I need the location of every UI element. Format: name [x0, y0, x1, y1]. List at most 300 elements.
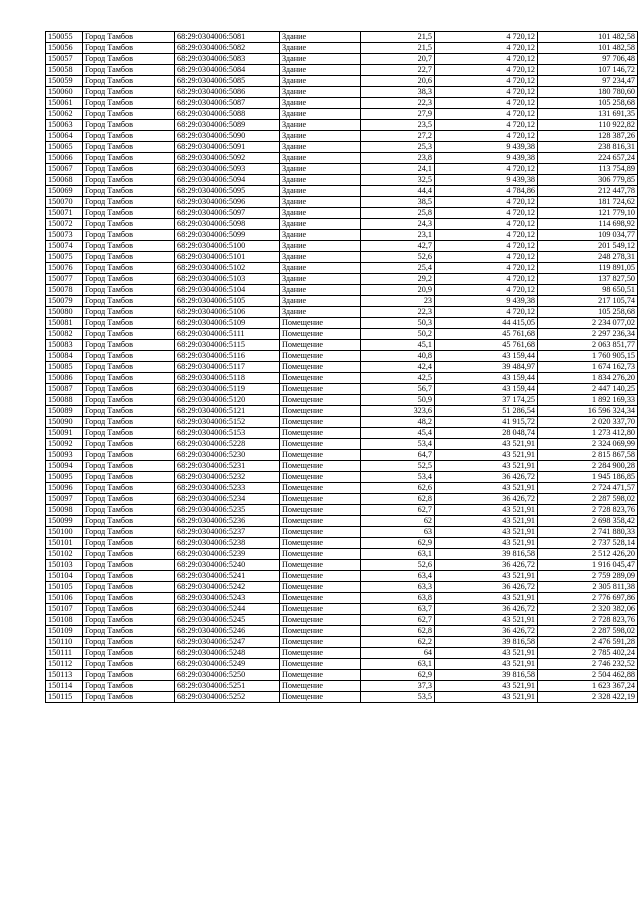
- cadastral-number-cell: 68:29:0304006:5236: [175, 516, 280, 527]
- table-row: [46, 351, 638, 362]
- object-type-cell: Помещение: [280, 483, 361, 494]
- object-type-cell: Помещение: [280, 395, 361, 406]
- object-type-cell: Помещение: [280, 461, 361, 472]
- table-row: [46, 208, 638, 219]
- cadastral-number-cell: 68:29:0304006:5097: [175, 208, 280, 219]
- rate-cell: 43 521,91: [435, 505, 538, 516]
- rate-cell: 4 720,12: [435, 219, 538, 230]
- rate-cell: 4 720,12: [435, 252, 538, 263]
- cadastral-number-cell: 68:29:0304006:5091: [175, 142, 280, 153]
- record-id-cell: 150075: [46, 252, 83, 263]
- cost-cell: 2 234 077,02: [538, 318, 638, 329]
- area-cell: 62,9: [361, 670, 435, 681]
- cadastral-number-cell: 68:29:0304006:5088: [175, 109, 280, 120]
- table-row: [46, 659, 638, 670]
- rate-cell: 4 720,12: [435, 109, 538, 120]
- cost-cell: 181 724,62: [538, 197, 638, 208]
- cost-cell: 2 785 402,24: [538, 648, 638, 659]
- city-cell: Город Тамбов: [83, 186, 175, 197]
- table-row: [46, 296, 638, 307]
- table-row: [46, 450, 638, 461]
- area-cell: 38,3: [361, 87, 435, 98]
- city-cell: Город Тамбов: [83, 274, 175, 285]
- cost-cell: 97 706,48: [538, 54, 638, 65]
- rate-cell: 4 720,12: [435, 32, 538, 43]
- table-row: [46, 197, 638, 208]
- city-cell: Город Тамбов: [83, 351, 175, 362]
- table-body: [46, 32, 638, 703]
- rate-cell: 43 521,91: [435, 538, 538, 549]
- city-cell: Город Тамбов: [83, 296, 175, 307]
- cadastral-number-cell: 68:29:0304006:5102: [175, 263, 280, 274]
- area-cell: 23,8: [361, 153, 435, 164]
- city-cell: Город Тамбов: [83, 54, 175, 65]
- cadastral-number-cell: 68:29:0304006:5092: [175, 153, 280, 164]
- cadastral-number-cell: 68:29:0304006:5231: [175, 461, 280, 472]
- object-type-cell: Здание: [280, 241, 361, 252]
- cadastral-number-cell: 68:29:0304006:5243: [175, 593, 280, 604]
- area-cell: 63,3: [361, 582, 435, 593]
- cost-cell: 107 146,72: [538, 65, 638, 76]
- area-cell: 20,7: [361, 54, 435, 65]
- area-cell: 62: [361, 516, 435, 527]
- cadastral-number-cell: 68:29:0304006:5234: [175, 494, 280, 505]
- table-row: [46, 329, 638, 340]
- area-cell: 62,6: [361, 483, 435, 494]
- table-row: [46, 582, 638, 593]
- area-cell: 50,9: [361, 395, 435, 406]
- cost-cell: 248 278,31: [538, 252, 638, 263]
- city-cell: Город Тамбов: [83, 538, 175, 549]
- table-row: [46, 340, 638, 351]
- record-id-cell: 150073: [46, 230, 83, 241]
- cost-cell: 2 287 598,02: [538, 494, 638, 505]
- rate-cell: 43 521,91: [435, 439, 538, 450]
- record-id-cell: 150067: [46, 164, 83, 175]
- rate-cell: 39 816,58: [435, 549, 538, 560]
- table-row: [46, 670, 638, 681]
- table-row: [46, 252, 638, 263]
- object-type-cell: Помещение: [280, 659, 361, 670]
- cadastral-number-cell: 68:29:0304006:5083: [175, 54, 280, 65]
- object-type-cell: Здание: [280, 131, 361, 142]
- rate-cell: 43 521,91: [435, 483, 538, 494]
- object-type-cell: Здание: [280, 230, 361, 241]
- city-cell: Город Тамбов: [83, 637, 175, 648]
- record-id-cell: 150101: [46, 538, 83, 549]
- city-cell: Город Тамбов: [83, 340, 175, 351]
- table-row: [46, 373, 638, 384]
- cost-cell: 2 297 236,34: [538, 329, 638, 340]
- object-type-cell: Помещение: [280, 329, 361, 340]
- area-cell: 63,1: [361, 659, 435, 670]
- city-cell: Город Тамбов: [83, 131, 175, 142]
- rate-cell: 36 426,72: [435, 560, 538, 571]
- table-row: [46, 494, 638, 505]
- rate-cell: 4 720,12: [435, 197, 538, 208]
- cadastral-number-cell: 68:29:0304006:5120: [175, 395, 280, 406]
- object-type-cell: Помещение: [280, 406, 361, 417]
- cost-cell: 1 674 162,73: [538, 362, 638, 373]
- city-cell: Город Тамбов: [83, 681, 175, 692]
- city-cell: Город Тамбов: [83, 593, 175, 604]
- rate-cell: 28 048,74: [435, 428, 538, 439]
- record-id-cell: 150077: [46, 274, 83, 285]
- object-type-cell: Здание: [280, 307, 361, 318]
- table-row: [46, 483, 638, 494]
- record-id-cell: 150111: [46, 648, 83, 659]
- cost-cell: 306 779,85: [538, 175, 638, 186]
- table-row: [46, 560, 638, 571]
- city-cell: Город Тамбов: [83, 175, 175, 186]
- object-type-cell: Помещение: [280, 593, 361, 604]
- area-cell: 53,5: [361, 692, 435, 703]
- object-type-cell: Помещение: [280, 648, 361, 659]
- cadastral-number-cell: 68:29:0304006:5230: [175, 450, 280, 461]
- city-cell: Город Тамбов: [83, 483, 175, 494]
- city-cell: Город Тамбов: [83, 362, 175, 373]
- area-cell: 45,1: [361, 340, 435, 351]
- object-type-cell: Помещение: [280, 384, 361, 395]
- cadastral-number-cell: 68:29:0304006:5119: [175, 384, 280, 395]
- record-id-cell: 150060: [46, 87, 83, 98]
- cost-cell: 2 287 598,02: [538, 626, 638, 637]
- record-id-cell: 150087: [46, 384, 83, 395]
- cost-cell: 16 596 324,34: [538, 406, 638, 417]
- area-cell: 22,3: [361, 307, 435, 318]
- area-cell: 323,6: [361, 406, 435, 417]
- object-type-cell: Помещение: [280, 670, 361, 681]
- city-cell: Город Тамбов: [83, 395, 175, 406]
- area-cell: 52,5: [361, 461, 435, 472]
- cadastral-number-cell: 68:29:0304006:5106: [175, 307, 280, 318]
- object-type-cell: Помещение: [280, 494, 361, 505]
- object-type-cell: Здание: [280, 109, 361, 120]
- cadastral-number-cell: 68:29:0304006:5094: [175, 175, 280, 186]
- cadastral-number-cell: 68:29:0304006:5118: [175, 373, 280, 384]
- table-row: [46, 65, 638, 76]
- city-cell: Город Тамбов: [83, 109, 175, 120]
- city-cell: Город Тамбов: [83, 428, 175, 439]
- table-row: [46, 76, 638, 87]
- cost-cell: 2 063 851,77: [538, 340, 638, 351]
- record-id-cell: 150114: [46, 681, 83, 692]
- cost-cell: 2 776 697,86: [538, 593, 638, 604]
- table-row: [46, 54, 638, 65]
- record-id-cell: 150103: [46, 560, 83, 571]
- cadastral-number-cell: 68:29:0304006:5085: [175, 76, 280, 87]
- city-cell: Город Тамбов: [83, 527, 175, 538]
- record-id-cell: 150108: [46, 615, 83, 626]
- city-cell: Город Тамбов: [83, 626, 175, 637]
- table-row: [46, 318, 638, 329]
- city-cell: Город Тамбов: [83, 505, 175, 516]
- cadastral-number-cell: 68:29:0304006:5241: [175, 571, 280, 582]
- area-cell: 63,4: [361, 571, 435, 582]
- record-id-cell: 150089: [46, 406, 83, 417]
- cadastral-number-cell: 68:29:0304006:5242: [175, 582, 280, 593]
- object-type-cell: Помещение: [280, 351, 361, 362]
- city-cell: Город Тамбов: [83, 439, 175, 450]
- city-cell: Город Тамбов: [83, 670, 175, 681]
- cadastral-number-cell: 68:29:0304006:5152: [175, 417, 280, 428]
- cost-cell: 2 305 811,38: [538, 582, 638, 593]
- cadastral-number-cell: 68:29:0304006:5086: [175, 87, 280, 98]
- rate-cell: 45 761,68: [435, 329, 538, 340]
- table-row: [46, 32, 638, 43]
- object-type-cell: Здание: [280, 76, 361, 87]
- city-cell: Город Тамбов: [83, 164, 175, 175]
- table-row: [46, 153, 638, 164]
- cost-cell: 2 728 823,76: [538, 505, 638, 516]
- cadastral-number-cell: 68:29:0304006:5117: [175, 362, 280, 373]
- area-cell: 52,6: [361, 252, 435, 263]
- record-id-cell: 150061: [46, 98, 83, 109]
- table-row: [46, 549, 638, 560]
- area-cell: 63,8: [361, 593, 435, 604]
- rate-cell: 43 521,91: [435, 593, 538, 604]
- cadastral-number-cell: 68:29:0304006:5121: [175, 406, 280, 417]
- city-cell: Город Тамбов: [83, 560, 175, 571]
- area-cell: 64: [361, 648, 435, 659]
- cadastral-number-cell: 68:29:0304006:5115: [175, 340, 280, 351]
- area-cell: 23,1: [361, 230, 435, 241]
- table-row: [46, 395, 638, 406]
- record-id-cell: 150074: [46, 241, 83, 252]
- record-id-cell: 150072: [46, 219, 83, 230]
- record-id-cell: 150085: [46, 362, 83, 373]
- object-type-cell: Здание: [280, 120, 361, 131]
- table-row: [46, 131, 638, 142]
- cost-cell: 121 779,10: [538, 208, 638, 219]
- city-cell: Город Тамбов: [83, 373, 175, 384]
- rate-cell: 44 415,05: [435, 318, 538, 329]
- cost-cell: 2 746 232,52: [538, 659, 638, 670]
- cost-cell: 1 916 045,47: [538, 560, 638, 571]
- area-cell: 62,7: [361, 505, 435, 516]
- object-type-cell: Здание: [280, 54, 361, 65]
- rate-cell: 43 521,91: [435, 648, 538, 659]
- table-row: [46, 87, 638, 98]
- table-row: [46, 637, 638, 648]
- table-row: [46, 417, 638, 428]
- table-row: [46, 505, 638, 516]
- record-id-cell: 150088: [46, 395, 83, 406]
- area-cell: 45,4: [361, 428, 435, 439]
- record-id-cell: 150100: [46, 527, 83, 538]
- record-id-cell: 150071: [46, 208, 83, 219]
- table-row: [46, 109, 638, 120]
- cost-cell: 1 760 905,15: [538, 351, 638, 362]
- object-type-cell: Помещение: [280, 604, 361, 615]
- record-id-cell: 150056: [46, 43, 83, 54]
- record-id-cell: 150062: [46, 109, 83, 120]
- city-cell: Город Тамбов: [83, 153, 175, 164]
- cost-cell: 2 724 471,57: [538, 483, 638, 494]
- cost-cell: 2 512 426,20: [538, 549, 638, 560]
- object-type-cell: Помещение: [280, 538, 361, 549]
- object-type-cell: Здание: [280, 296, 361, 307]
- cost-cell: 2 741 880,33: [538, 527, 638, 538]
- record-id-cell: 150092: [46, 439, 83, 450]
- rate-cell: 4 720,12: [435, 65, 538, 76]
- record-id-cell: 150090: [46, 417, 83, 428]
- record-id-cell: 150097: [46, 494, 83, 505]
- cost-cell: 101 482,58: [538, 32, 638, 43]
- rate-cell: 4 720,12: [435, 230, 538, 241]
- cadastral-number-cell: 68:29:0304006:5246: [175, 626, 280, 637]
- object-type-cell: Здание: [280, 197, 361, 208]
- cost-cell: 2 698 358,42: [538, 516, 638, 527]
- table-row: [46, 263, 638, 274]
- record-id-cell: 150069: [46, 186, 83, 197]
- cadastral-number-cell: 68:29:0304006:5082: [175, 43, 280, 54]
- city-cell: Город Тамбов: [83, 98, 175, 109]
- table-row: [46, 384, 638, 395]
- city-cell: Город Тамбов: [83, 120, 175, 131]
- cost-cell: 224 657,24: [538, 153, 638, 164]
- table-row: [46, 230, 638, 241]
- record-id-cell: 150076: [46, 263, 83, 274]
- object-type-cell: Помещение: [280, 428, 361, 439]
- area-cell: 29,2: [361, 274, 435, 285]
- cost-cell: 105 258,68: [538, 98, 638, 109]
- table-row: [46, 538, 638, 549]
- table-row: [46, 285, 638, 296]
- cost-cell: 2 737 528,14: [538, 538, 638, 549]
- city-cell: Город Тамбов: [83, 406, 175, 417]
- city-cell: Город Тамбов: [83, 472, 175, 483]
- city-cell: Город Тамбов: [83, 263, 175, 274]
- city-cell: Город Тамбов: [83, 384, 175, 395]
- area-cell: 56,7: [361, 384, 435, 395]
- cadastral-number-cell: 68:29:0304006:5240: [175, 560, 280, 571]
- rate-cell: 4 720,12: [435, 164, 538, 175]
- city-cell: Город Тамбов: [83, 549, 175, 560]
- cadastral-number-cell: 68:29:0304006:5249: [175, 659, 280, 670]
- record-id-cell: 150113: [46, 670, 83, 681]
- rate-cell: 4 720,12: [435, 120, 538, 131]
- area-cell: 53,4: [361, 439, 435, 450]
- table-row: [46, 428, 638, 439]
- rate-cell: 9 439,38: [435, 175, 538, 186]
- cost-cell: 131 691,35: [538, 109, 638, 120]
- cadastral-number-cell: 68:29:0304006:5251: [175, 681, 280, 692]
- area-cell: 27,2: [361, 131, 435, 142]
- cost-cell: 110 922,82: [538, 120, 638, 131]
- rate-cell: 4 720,12: [435, 263, 538, 274]
- city-cell: Город Тамбов: [83, 219, 175, 230]
- table-row: [46, 593, 638, 604]
- cadastral-number-cell: 68:29:0304006:5228: [175, 439, 280, 450]
- city-cell: Город Тамбов: [83, 648, 175, 659]
- city-cell: Город Тамбов: [83, 604, 175, 615]
- city-cell: Город Тамбов: [83, 230, 175, 241]
- object-type-cell: Здание: [280, 65, 361, 76]
- table-row: [46, 461, 638, 472]
- object-type-cell: Помещение: [280, 516, 361, 527]
- cost-cell: 2 815 867,58: [538, 450, 638, 461]
- cost-cell: 1 834 276,20: [538, 373, 638, 384]
- cadastral-number-cell: 68:29:0304006:5116: [175, 351, 280, 362]
- cost-cell: 2 447 140,25: [538, 384, 638, 395]
- city-cell: Город Тамбов: [83, 87, 175, 98]
- object-type-cell: Помещение: [280, 527, 361, 538]
- area-cell: 21,5: [361, 32, 435, 43]
- record-id-cell: 150107: [46, 604, 83, 615]
- rate-cell: 41 915,72: [435, 417, 538, 428]
- area-cell: 25,3: [361, 142, 435, 153]
- table-row: [46, 571, 638, 582]
- cost-cell: 2 324 069,99: [538, 439, 638, 450]
- cadastral-number-cell: 68:29:0304006:5232: [175, 472, 280, 483]
- rate-cell: 39 484,97: [435, 362, 538, 373]
- area-cell: 50,2: [361, 329, 435, 340]
- rate-cell: 36 426,72: [435, 626, 538, 637]
- object-type-cell: Здание: [280, 274, 361, 285]
- rate-cell: 43 521,91: [435, 450, 538, 461]
- object-type-cell: Помещение: [280, 571, 361, 582]
- cost-cell: 1 273 412,80: [538, 428, 638, 439]
- table-row: [46, 307, 638, 318]
- object-type-cell: Здание: [280, 186, 361, 197]
- cost-cell: 101 482,58: [538, 43, 638, 54]
- object-type-cell: Здание: [280, 252, 361, 263]
- cost-cell: 105 258,68: [538, 307, 638, 318]
- rate-cell: 4 720,12: [435, 208, 538, 219]
- record-id-cell: 150106: [46, 593, 83, 604]
- cost-cell: 180 780,60: [538, 87, 638, 98]
- record-id-cell: 150064: [46, 131, 83, 142]
- rate-cell: 9 439,38: [435, 153, 538, 164]
- area-cell: 22,3: [361, 98, 435, 109]
- rate-cell: 36 426,72: [435, 604, 538, 615]
- cost-cell: 2 476 591,28: [538, 637, 638, 648]
- area-cell: 42,7: [361, 241, 435, 252]
- table-row: [46, 626, 638, 637]
- object-type-cell: Здание: [280, 285, 361, 296]
- record-id-cell: 150084: [46, 351, 83, 362]
- record-id-cell: 150112: [46, 659, 83, 670]
- rate-cell: 43 521,91: [435, 681, 538, 692]
- cadastral-number-cell: 68:29:0304006:5245: [175, 615, 280, 626]
- area-cell: 62,8: [361, 626, 435, 637]
- area-cell: 21,5: [361, 43, 435, 54]
- cost-cell: 2 328 422,19: [538, 692, 638, 703]
- table-row: [46, 219, 638, 230]
- cadastral-number-cell: 68:29:0304006:5096: [175, 197, 280, 208]
- rate-cell: 39 816,58: [435, 670, 538, 681]
- cost-cell: 201 549,12: [538, 241, 638, 252]
- object-type-cell: Помещение: [280, 615, 361, 626]
- rate-cell: 36 426,72: [435, 472, 538, 483]
- object-type-cell: Здание: [280, 142, 361, 153]
- rate-cell: 4 720,12: [435, 131, 538, 142]
- rate-cell: 43 159,44: [435, 384, 538, 395]
- object-type-cell: Здание: [280, 98, 361, 109]
- object-type-cell: Помещение: [280, 582, 361, 593]
- cadastral-number-cell: 68:29:0304006:5109: [175, 318, 280, 329]
- record-id-cell: 150099: [46, 516, 83, 527]
- object-type-cell: Помещение: [280, 560, 361, 571]
- city-cell: Город Тамбов: [83, 417, 175, 428]
- city-cell: Город Тамбов: [83, 615, 175, 626]
- record-id-cell: 150086: [46, 373, 83, 384]
- city-cell: Город Тамбов: [83, 571, 175, 582]
- cadastral-number-cell: 68:29:0304006:5235: [175, 505, 280, 516]
- rate-cell: 39 816,58: [435, 637, 538, 648]
- cadastral-number-cell: 68:29:0304006:5103: [175, 274, 280, 285]
